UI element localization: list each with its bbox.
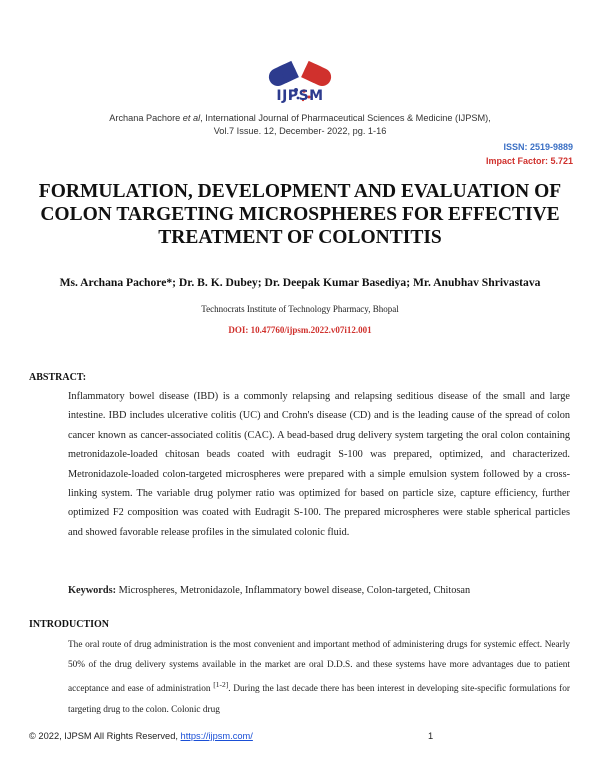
journal-link[interactable]: https://ijpsm.com/: [180, 731, 253, 741]
citation-journal: , International Journal of Pharmaceutical Sciences & Medicine (IJPSM),: [200, 113, 491, 123]
impact-factor-label: Impact Factor: 5.721: [485, 156, 573, 166]
keywords-list: Microspheres, Metronidazole, Inflammatory bowel disease, Colon-targeted, Chitosan: [116, 585, 471, 596]
journal-logo-text: IJPSM: [276, 88, 324, 104]
citation-volume: Vol.7 Issue. 12, December- 2022, pg. 1-16: [213, 126, 387, 136]
citation-etal: et al: [182, 113, 201, 123]
keywords: [68, 585, 578, 596]
abstract-heading: ABSTRACT:: [29, 372, 87, 383]
intro-text-part1: The oral route of drug administration is the most convenient and important method of administering drugs for systemic effect. Nearly 50% of the drug delivery systems available in the market are oral D.D.S. and these systems have more advantages due to patient acceptance and ease of administration: [68, 640, 570, 695]
introduction-heading: INTRODUCTION: [29, 619, 110, 630]
citation-author: Archana Pachore: [109, 113, 183, 123]
keywords-label: Keywords:: [68, 585, 117, 596]
copyright-text: © 2022, IJPSM All Rights Reserved,: [29, 731, 181, 741]
journal-citation: [40, 112, 560, 138]
paper-title: FORMULATION, DEVELOPMENT AND EVALUATION OF COLON TARGETING MICROSPHERES FOR EFFECTIVE TREATMENT OF COLONTITIS: [38, 181, 562, 248]
intro-citation: [1-2]: [213, 680, 229, 690]
introduction-body: [68, 635, 570, 720]
page-number: 1: [428, 731, 434, 741]
abstract-body: Inflammatory bowel disease (IBD) is a commonly relapsing and relapsing seditious disease of the small and large intestine. IBD includes ulcerative colitis (UC) and Crohn's disease (CD) and is the leading cause of the spread of colon cancer known as cancer-associated colitis (CAC). A bead-based drug delivery system targeting the oral colon containing metronidazole-loaded chitosan beads coated with eudragit S-100 was prepared, optimized, and characterized. Metronidazole-loaded colon-targeted microspheres were prepared with a simple emulsion system followed by a cross-linking system. The variable drug polymer ratio was optimized for based on particle size, capture efficiency, further optimized F2 composition was coated with Eudragit S-100. The prepared microspheres were stable spherical particles and showed favorable release profiles in the simulated colonic fluid.: [68, 391, 570, 538]
issn-label: ISSN: 2519-9889: [503, 142, 573, 152]
affiliation: Technocrats Institute of Technology Pharmacy, Bhopal: [201, 304, 399, 314]
author-list: Ms. Archana Pachore*; Dr. B. K. Dubey; Dr. Deepak Kumar Basediya; Mr. Anubhav Shrivastava: [59, 276, 541, 289]
footer-copyright: [29, 731, 253, 741]
doi-label: DOI: 10.47760/ijpsm.2022.v07i12.001: [228, 325, 372, 335]
intro-text-part2: . During the last decade there has been interest in developing site-specific formulations for targeting drug to the colon. Colonic drug: [68, 684, 570, 715]
